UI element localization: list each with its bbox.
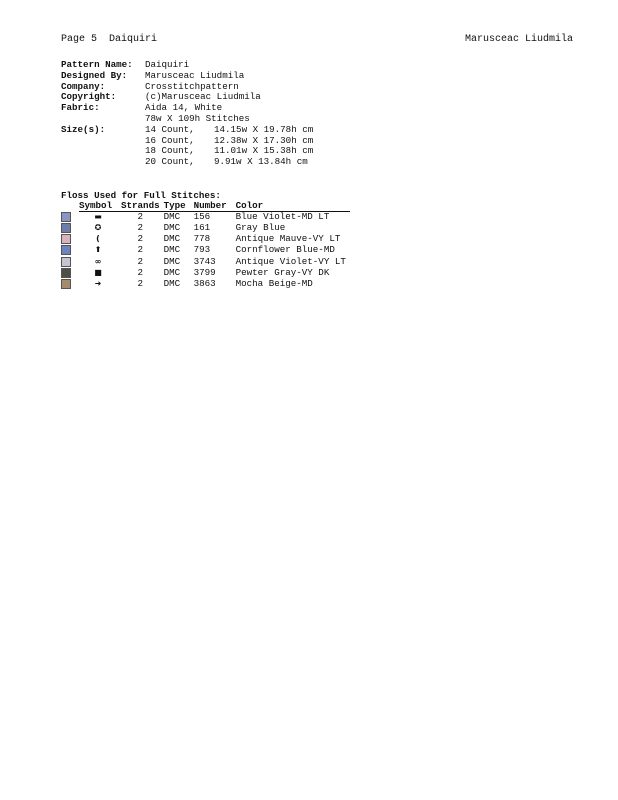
color-name-cell: Gray Blue: [235, 222, 286, 234]
number-cell: 156: [193, 211, 211, 222]
strands-cell: 2: [137, 244, 144, 256]
floss-table: [61, 200, 350, 290]
number-cell: 793: [193, 244, 211, 256]
company-value: Crosstitchpattern: [145, 80, 239, 92]
number-cell: 3863: [193, 278, 216, 290]
size-count: 16 Count,: [145, 134, 195, 146]
type-cell: DMC: [163, 244, 181, 256]
sizes-label: Size(s):: [61, 123, 106, 135]
color-swatch: [61, 223, 71, 233]
fabric-label: Fabric:: [61, 102, 100, 114]
color-swatch: [61, 257, 71, 267]
color-name-cell: Mocha Beige-MD: [235, 278, 313, 290]
type-cell: DMC: [163, 278, 181, 290]
pattern-name-label: Pattern Name:: [61, 59, 133, 70]
stitch-symbol-icon: ✪: [94, 223, 102, 233]
color-name-cell: Antique Mauve-VY LT: [235, 233, 341, 245]
floss-header-row: [61, 200, 350, 212]
fabric-value: Aida 14, White: [145, 102, 223, 114]
symbol-header: Symbol: [79, 200, 121, 212]
page-header-author: Marusceac Liudmila: [464, 34, 573, 45]
floss-row: [61, 279, 350, 290]
number-header: Number: [194, 200, 236, 212]
color-name-cell: Cornflower Blue-MD: [235, 244, 335, 256]
color-swatch: [61, 245, 71, 255]
stitch-symbol-icon: ➜: [94, 279, 102, 289]
type-cell: DMC: [163, 211, 181, 222]
strands-cell: 2: [137, 222, 144, 234]
floss-section-title: Floss Used for Full Stitches:: [61, 190, 221, 201]
number-cell: 161: [193, 222, 211, 234]
number-cell: 3743: [193, 255, 216, 267]
stitch-symbol-icon: ▬: [94, 212, 102, 221]
size-dims: 12.38w X 17.30h cm: [214, 134, 314, 146]
designed-by-label: Designed By:: [61, 69, 128, 81]
strands-cell: 2: [137, 233, 144, 245]
color-name-cell: Antique Violet-VY LT: [235, 255, 346, 267]
stitch-symbol-icon: ⬆: [94, 245, 102, 255]
type-header: Type: [164, 200, 194, 212]
size-count: 14 Count,: [145, 123, 195, 135]
size-dims: 11.01w X 15.38h cm: [214, 145, 314, 157]
stitch-symbol-icon: (: [96, 234, 100, 244]
strands-cell: 2: [137, 266, 144, 278]
color-name-cell: Pewter Gray-VY DK: [235, 266, 330, 278]
floss-row: [61, 245, 350, 256]
copyright-value: (c)Marusceac Liudmila: [145, 91, 261, 103]
strands-cell: 2: [137, 255, 144, 267]
pattern-name-value: Daiquiri: [145, 59, 190, 70]
number-cell: 3799: [193, 266, 216, 278]
pattern-info: [61, 60, 313, 168]
color-name-cell: Blue Violet-MD LT: [235, 211, 330, 222]
stitch-symbol-icon: ∞: [94, 256, 102, 266]
size-count: 18 Count,: [145, 145, 195, 157]
type-cell: DMC: [163, 233, 181, 245]
strands-cell: 2: [137, 211, 144, 222]
type-cell: DMC: [163, 266, 181, 278]
type-cell: DMC: [163, 222, 181, 234]
color-swatch: [61, 268, 71, 278]
company-label: Company:: [61, 80, 106, 92]
designed-by-row: [61, 71, 313, 82]
number-cell: 778: [193, 233, 211, 245]
page-header-title: Page 5 Daiquiri: [61, 34, 158, 45]
size-dims: 14.15w X 19.78h cm: [214, 123, 314, 135]
strands-cell: 2: [137, 278, 144, 290]
type-cell: DMC: [163, 255, 181, 267]
size-row: [61, 157, 313, 168]
strands-header: Strands: [121, 200, 164, 212]
color-header: Color: [236, 200, 350, 212]
size-count: 20 Count,: [145, 156, 195, 168]
color-swatch: [61, 234, 71, 244]
color-swatch: [61, 212, 71, 222]
designed-by-value: Marusceac Liudmila: [145, 69, 245, 81]
color-swatch: [61, 279, 71, 289]
stitch-symbol-icon: ■: [94, 267, 102, 277]
copyright-label: Copyright:: [61, 91, 117, 103]
size-dims: 9.91w X 13.84h cm: [214, 156, 308, 168]
stitches-value: 78w X 109h Stitches: [145, 112, 250, 124]
